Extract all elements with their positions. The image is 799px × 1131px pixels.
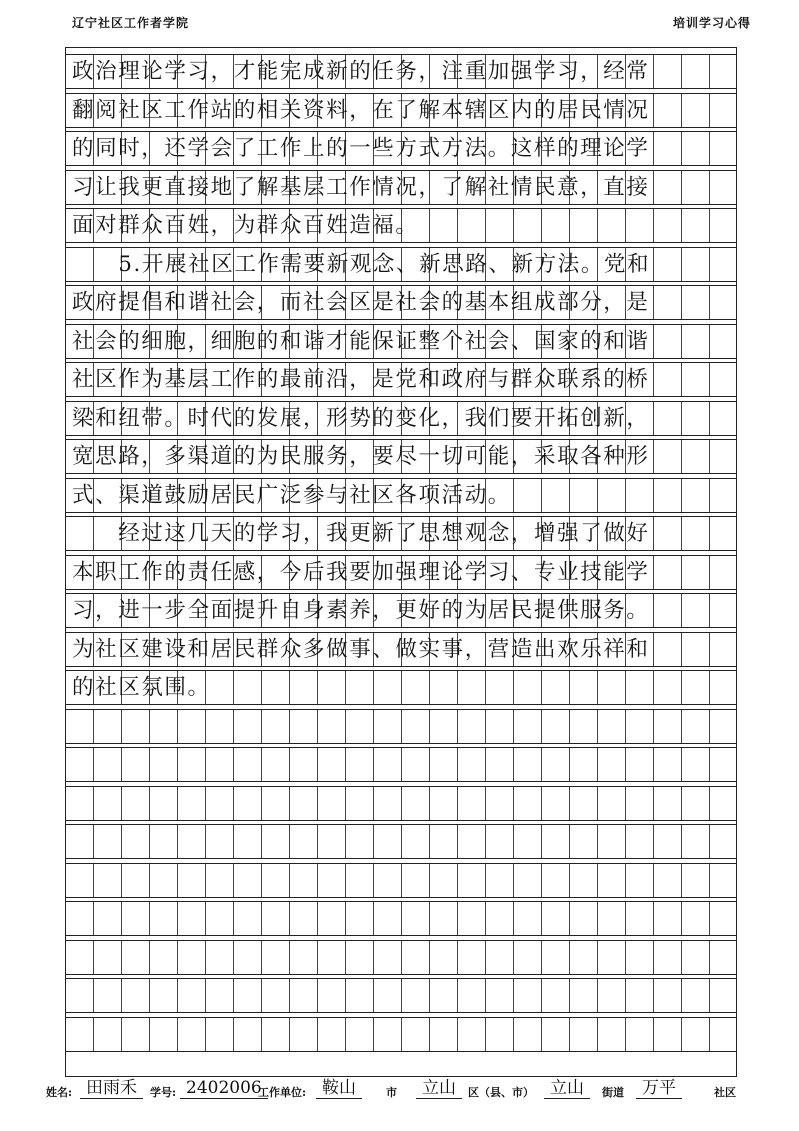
unit-label: 工作单位: <box>258 1086 307 1099</box>
handwritten-line: 为社区建设和居民群众多做事、做实事，营造出欢乐祥和 <box>72 636 650 662</box>
handwritten-line: 的同时，还学会了工作上的一些方式方法。这样的理论学 <box>72 136 650 161</box>
handwritten-line: 宽思路，多渠道的为民服务，要尽一切可能，采取各种形 <box>72 444 650 469</box>
id-value: 2402006 <box>180 1078 268 1099</box>
handwritten-line: 习，进一步全面提升自身素养，更好的为居民提供服务。 <box>72 598 650 623</box>
grid-row <box>66 285 736 320</box>
header-institution: 辽宁社区工作者学院 <box>72 16 190 30</box>
handwritten-line: 面对群众百姓，为群众百姓造福。 <box>72 213 419 238</box>
grid-row <box>66 863 736 898</box>
grid-row <box>66 709 736 744</box>
handwritten-line: 本职工作的责任感，今后我要加强理论学习、专业技能学 <box>72 559 650 585</box>
grid-row <box>66 786 736 821</box>
grid-row <box>66 170 736 205</box>
grid-row <box>66 516 736 551</box>
grid-row <box>66 401 736 436</box>
grid-row <box>66 632 736 667</box>
header-title: 培训学习心得 <box>672 16 751 30</box>
district-label: 区（县、市） <box>468 1086 534 1099</box>
footer-info <box>46 1078 756 1104</box>
handwritten-line: 社会的细胞，细胞的和谐才能保证整个社会、国家的和谐 <box>72 328 650 354</box>
grid-row <box>66 324 736 359</box>
city-value: 鞍山 <box>316 1078 362 1099</box>
id-label: 学号: <box>150 1086 177 1099</box>
handwritten-line: 经过这几天的学习，我更新了思想观念，增强了做好 <box>72 521 650 546</box>
handwritten-line: 翻阅社区工作站的相关资料，在了解本辖区内的居民情况 <box>72 97 650 123</box>
grid-row <box>66 208 736 243</box>
handwritten-line: 政府提倡和谐社会，而社会区是社会的基本组成部分，是 <box>72 290 650 315</box>
handwritten-line: 习让我更直接地了解基层工作情况，了解社情民意，直接 <box>72 174 650 200</box>
grid-row <box>66 555 736 590</box>
street-label: 街道 <box>602 1086 624 1099</box>
handwritten-line: 的社区氛围。 <box>72 675 211 700</box>
grid-row <box>66 247 736 282</box>
handwritten-line: 社区作为基层工作的最前沿，是党和政府与群众联系的桥 <box>72 367 650 392</box>
grid-row <box>66 478 736 513</box>
community-label: 社区 <box>714 1086 736 1099</box>
grid-row <box>66 593 736 628</box>
grid-row <box>66 978 736 1013</box>
grid-row <box>66 362 736 397</box>
name-value: 田雨禾 <box>80 1078 143 1099</box>
grid-row <box>66 131 736 166</box>
street-value: 立山 <box>544 1078 590 1099</box>
grid-row <box>66 93 736 128</box>
grid-row <box>66 824 736 859</box>
grid-row <box>66 54 736 89</box>
city-label: 市 <box>386 1086 397 1099</box>
handwritten-line: 梁和纽带。时代的发展，形势的变化，我们要开拓创新， <box>72 405 650 431</box>
grid-row <box>66 1017 736 1052</box>
handwritten-line: 政治理论学习，才能完成新的任务，注重加强学习，经常 <box>72 59 650 84</box>
grid-row <box>66 747 736 782</box>
grid-row <box>66 439 736 474</box>
grid-row <box>66 901 736 936</box>
handwritten-line: 式、渠道鼓励居民广泛参与社区各项活动。 <box>72 482 511 508</box>
district-value: 立山 <box>416 1078 462 1099</box>
grid-row <box>66 940 736 975</box>
writing-grid <box>65 47 737 1077</box>
community-value: 万平 <box>636 1078 682 1099</box>
handwritten-line: 5.开展社区工作需要新观念、新思路、新方法。党和 <box>72 251 651 277</box>
grid-row <box>66 670 736 705</box>
name-label: 姓名: <box>46 1086 73 1099</box>
